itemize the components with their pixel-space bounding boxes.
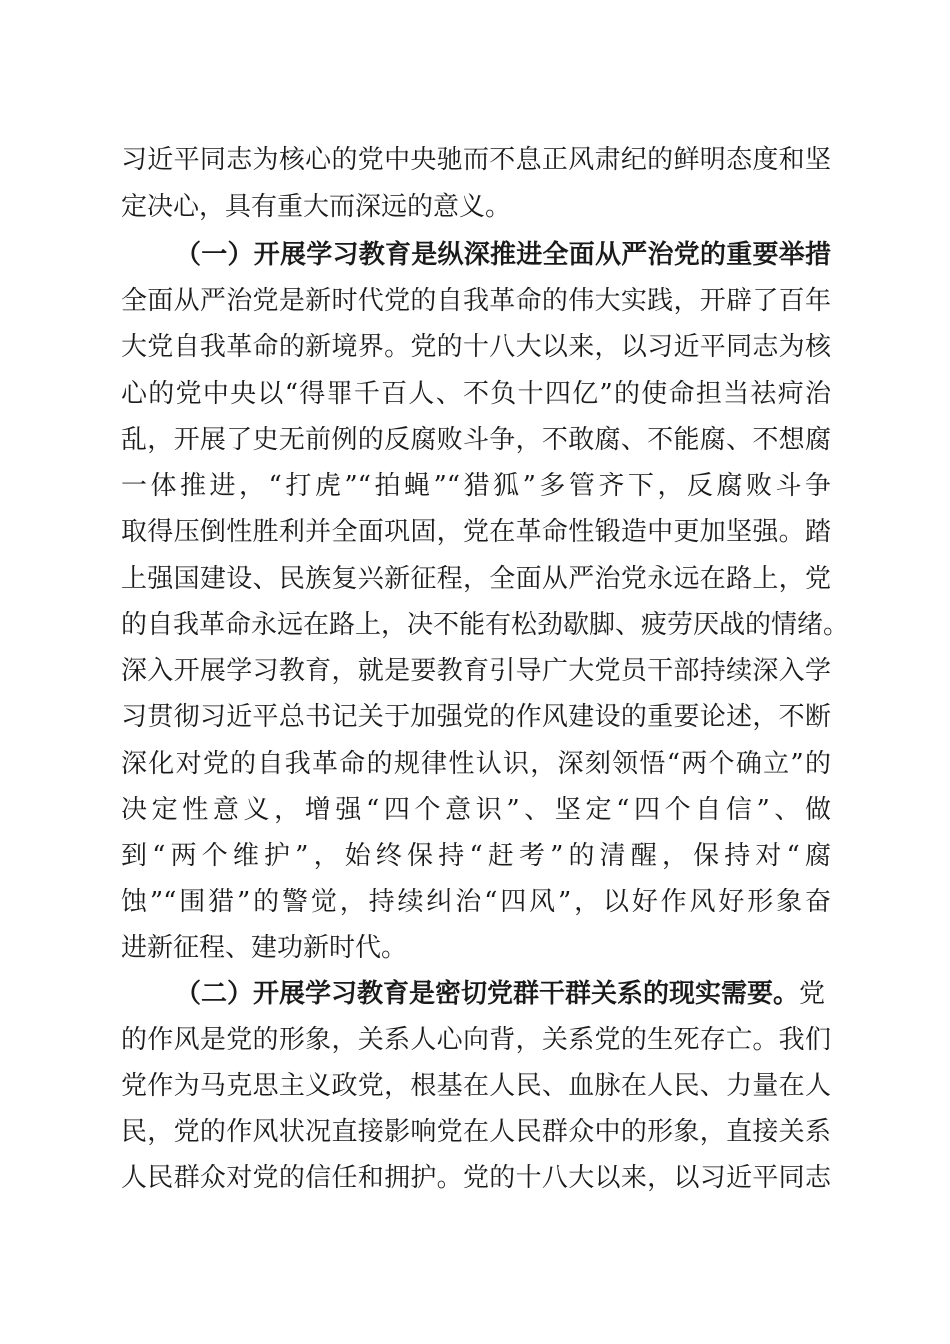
body-line: 心的党中央以“得罪千百人、不负十四亿”的使命担当祛疴治 (121, 379, 831, 409)
body-line: 深化对党的自我革命的规律性认识，深刻领悟“两个确立”的 (121, 749, 831, 779)
section-heading-2-title: （二）开展学习教育是密切党群干群关系的现实需要。 (175, 979, 800, 1009)
body-line: 民，党的作风状况直接影响党在人民群众中的形象，直接关系 (121, 1117, 831, 1147)
section-heading-2-continuation: 党 (799, 979, 826, 1009)
body-line: 决定性意义，增强“四个意识”、坚定“四个自信”、做 (121, 795, 831, 825)
body-line: 的作风是党的形象，关系人心向背，关系党的生死存亡。我们 (121, 1025, 831, 1055)
body-line: 习近平同志为核心的党中央驰而不息正风肃纪的鲜明态度和坚 (121, 145, 831, 175)
body-line: 习贯彻习近平总书记关于加强党的作风建设的重要论述，不断 (121, 702, 831, 732)
body-line: 一体推进，“打虎”“拍蝇”“猎狐”多管齐下，反腐败斗争 (121, 471, 831, 501)
body-line: 大党自我革命的新境界。党的十八大以来，以习近平同志为核 (121, 332, 831, 362)
body-line: 乱，开展了史无前例的反腐败斗争，不敢腐、不能腐、不想腐 (121, 425, 831, 455)
body-line: 党作为马克思主义政党，根基在人民、血脉在人民、力量在人 (121, 1071, 831, 1101)
body-line: 深入开展学习教育，就是要教育引导广大党员干部持续深入学 (121, 656, 831, 686)
body-line: 上强国建设、民族复兴新征程，全面从严治党永远在路上，党 (121, 564, 831, 594)
section-heading-2 (175, 972, 826, 1016)
body-line: 定决心，具有重大而深远的意义。 (121, 192, 512, 222)
body-line: 人民群众对党的信任和拥护。党的十八大以来，以习近平同志 (121, 1163, 831, 1193)
body-line: 到“两个维护”，始终保持“赶考”的清醒，保持对“腐 (121, 841, 831, 871)
body-line: 的自我革命永远在路上，决不能有松劲歇脚、疲劳厌战的情绪。 (121, 610, 850, 640)
section-heading-1: （一）开展学习教育是纵深推进全面从严治党的重要举措 (175, 240, 831, 270)
body-line: 全面从严治党是新时代党的自我革命的伟大实践，开辟了百年 (121, 286, 831, 316)
body-line: 进新征程、建功新时代。 (121, 933, 408, 963)
body-line: 蚀”“围猎”的警觉，持续纠治“四风”，以好作风好形象奋 (121, 887, 831, 917)
body-line: 取得压倒性胜利并全面巩固，党在革命性锻造中更加坚强。踏 (121, 517, 831, 547)
